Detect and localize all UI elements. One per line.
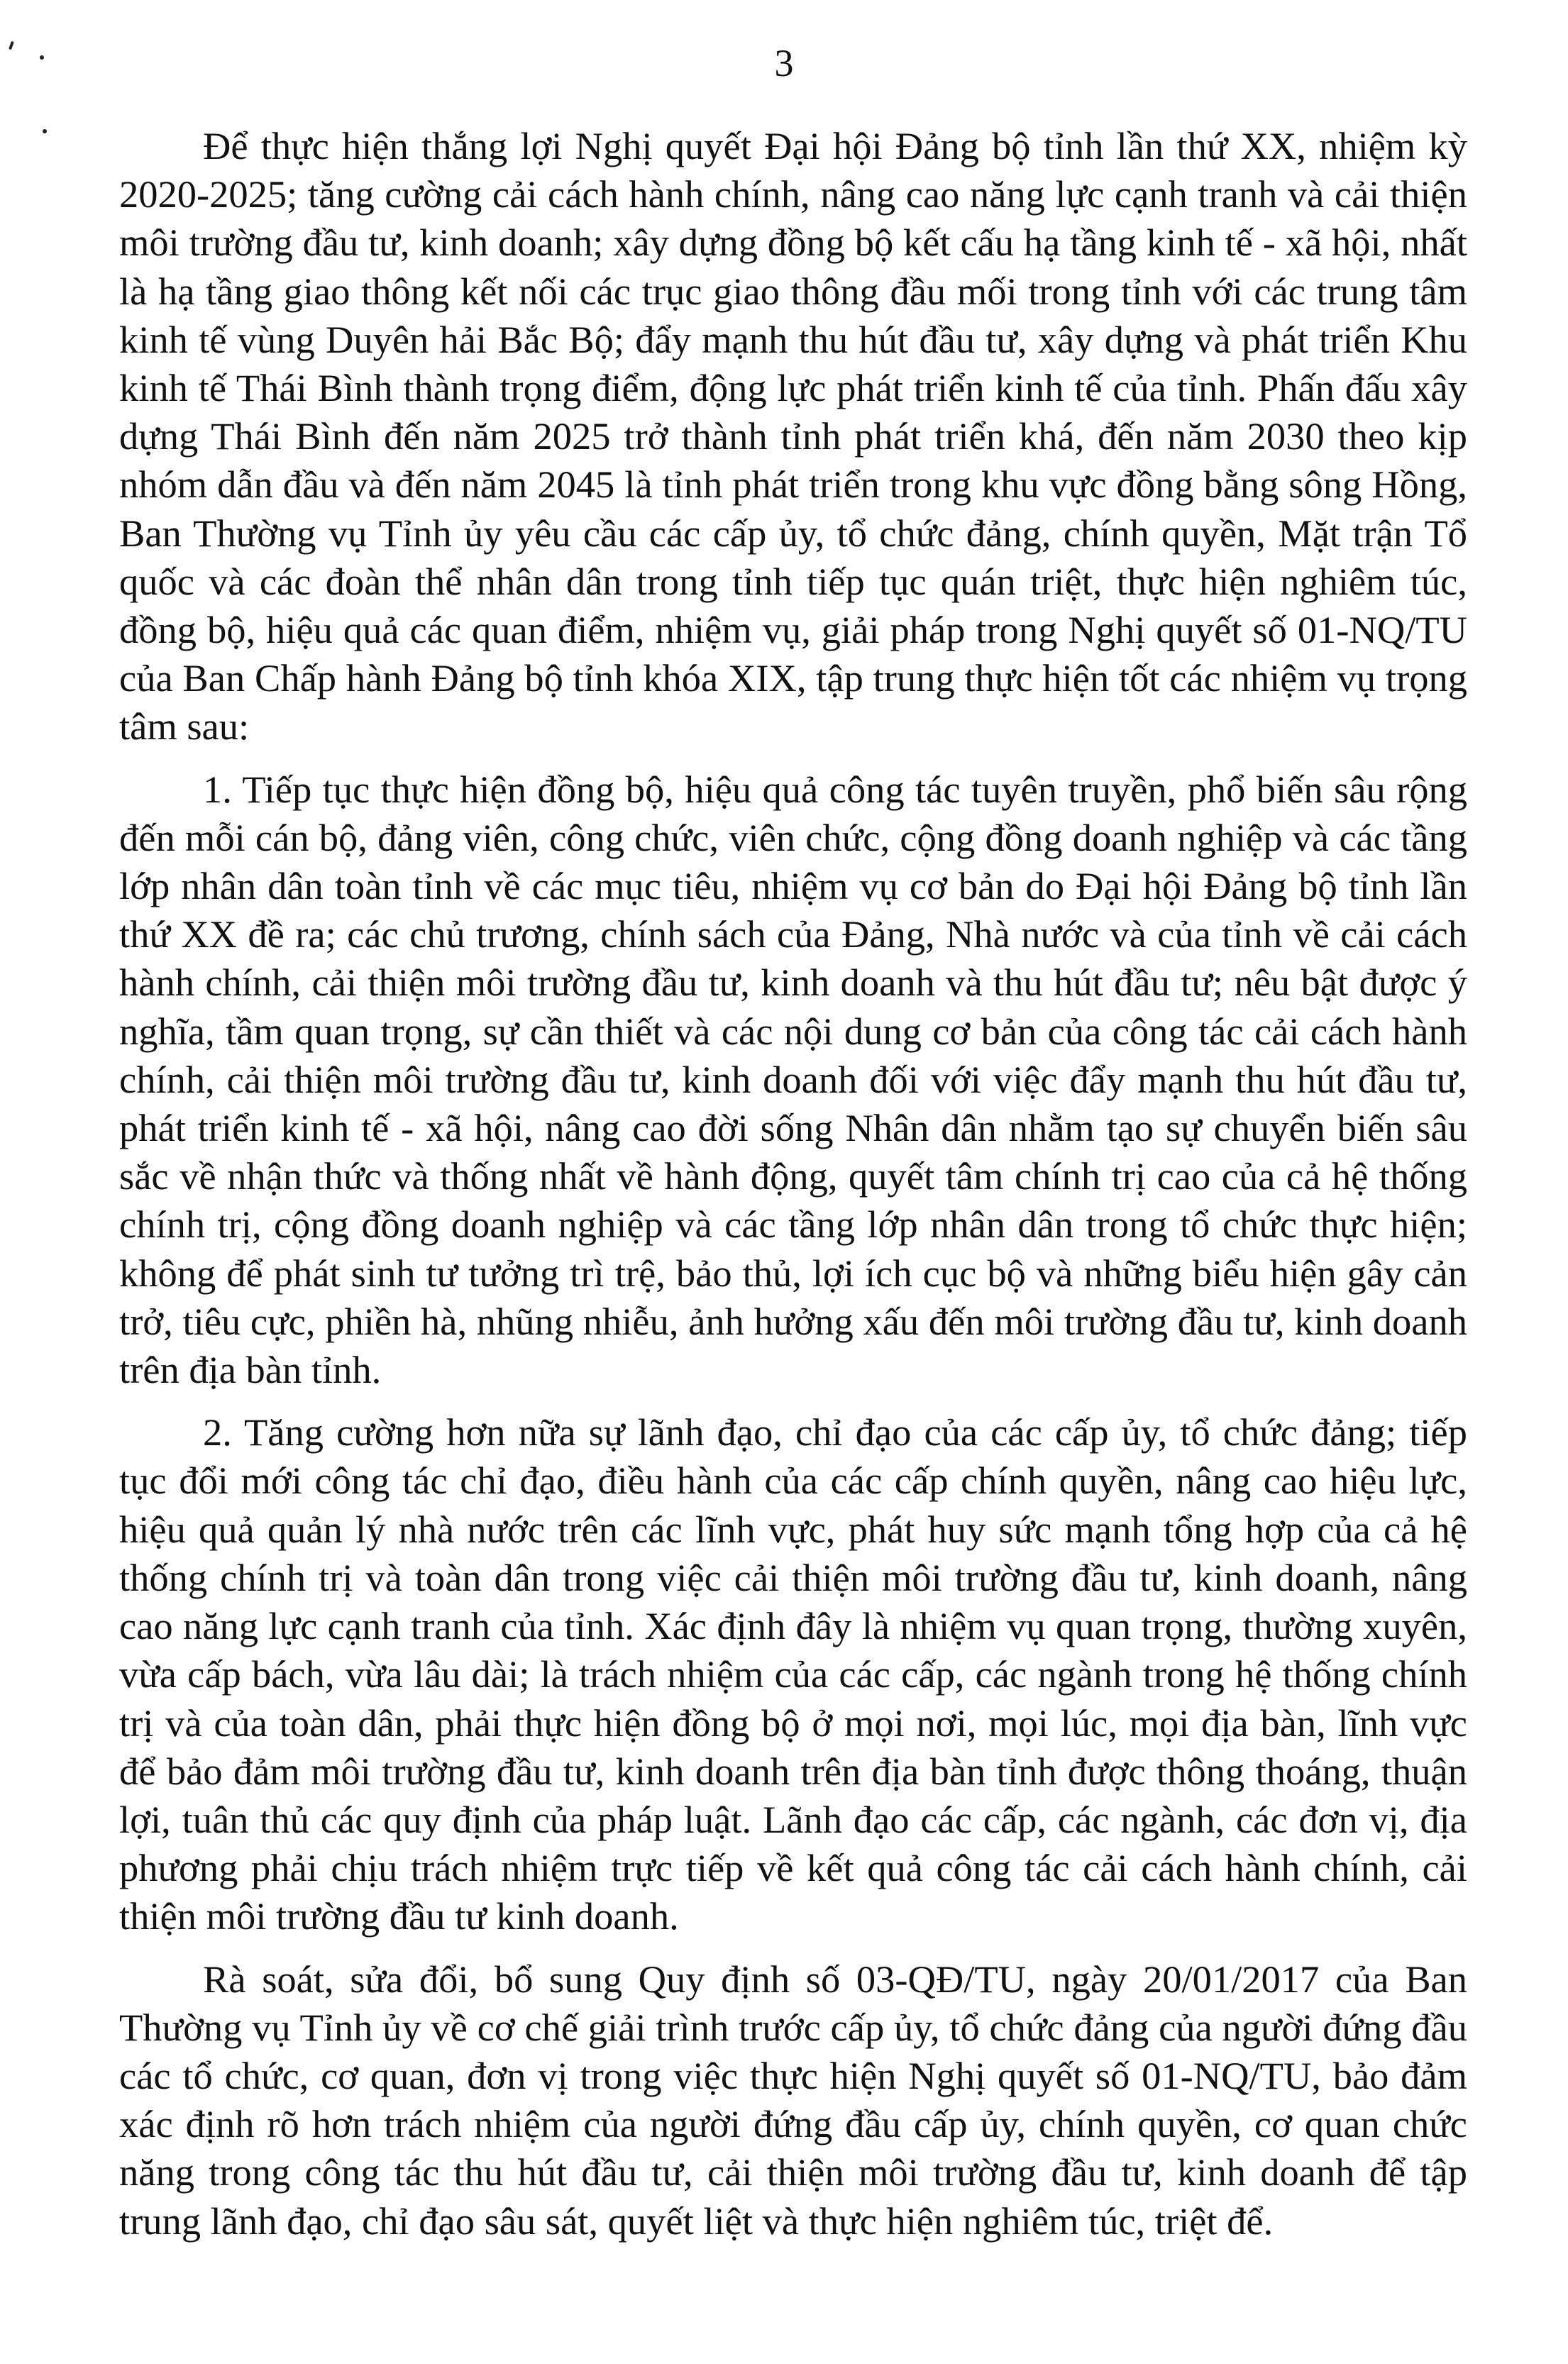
document-body xyxy=(119,122,1467,2270)
page-number: 3 xyxy=(774,42,794,84)
scan-speck xyxy=(43,129,47,133)
paragraph-review: Rà soát, sửa đổi, bổ sung Quy định số 03-QĐ/TU, ngày 20/01/2017 của Ban Thường vụ Tỉnh ủy về cơ chế giải trình trước cấp ủy, tổ chức đảng của người đứng đầu các tổ chức, cơ quan, đơn vị trong việc thực hiện Nghị quyết số 01-NQ/TU, bảo đảm xác định rõ hơn trách nhiệm của người đứng đầu cấp ủy, chính quyền, cơ quan chức năng trong công tác thu hút đầu tư, cải thiện môi trường đầu tư, kinh doanh để tập trung lãnh đạo, chỉ đạo sâu sát, quyết liệt và thực hiện nghiêm túc, triệt để. xyxy=(119,1957,1467,2243)
paragraph-intro: Để thực hiện thắng lợi Nghị quyết Đại hội Đảng bộ tỉnh lần thứ XX, nhiệm kỳ 2020-2025; tăng cường cải cách hành chính, nâng cao năng lực cạnh tranh và cải thiện môi trường đầu tư, kinh doanh; xây dựng đồng bộ kết cấu hạ tầng kinh tế - xã hội, nhất là hạ tầng giao thông kết nối các trục giao thông đầu mối trong tỉnh với các trung tâm kinh tế vùng Duyên hải Bắc Bộ; đẩy mạnh thu hút đầu tư, xây dựng và phát triển Khu kinh tế Thái Bình thành trọng điểm, động lực phát triển kinh tế của tỉnh. Phấn đấu xây dựng Thái Bình đến năm 2025 trở thành tỉnh phát triển khá, đến năm 2030 theo kịp nhóm dẫn đầu và đến năm 2045 là tỉnh phát triển trong khu vực đồng bằng sông Hồng, Ban Thường vụ Tỉnh ủy yêu cầu các cấp ủy, tổ chức đảng, chính quyền, Mặt trận Tổ quốc và các đoàn thể nhân dân trong tỉnh tiếp tục quán triệt, thực hiện nghiêm túc, đồng bộ, hiệu quả các quan điểm, nhiệm vụ, giải pháp trong Nghị quyết số 01-NQ/TU của Ban Chấp hành Đảng bộ tỉnh khóa XIX, tập trung thực hiện tốt các nhiệm vụ trọng tâm sau: xyxy=(119,124,1467,749)
paragraph-task-1: 1. Tiếp tục thực hiện đồng bộ, hiệu quả công tác tuyên truyền, phổ biến sâu rộng đến mỗi cán bộ, đảng viên, công chức, viên chức, cộng đồng doanh nghiệp và các tầng lớp nhân dân toàn tỉnh về các mục tiêu, nhiệm vụ cơ bản do Đại hội Đảng bộ tỉnh lần thứ XX đề ra; các chủ trương, chính sách của Đảng, Nhà nước và của tỉnh về cải cách hành chính, cải thiện môi trường đầu tư, kinh doanh và thu hút đầu tư; nêu bật được ý nghĩa, tầm quan trọng, sự cần thiết và các nội dung cơ bản của công tác cải cách hành chính, cải thiện môi trường đầu tư, kinh doanh đối với việc đẩy mạnh thu hút đầu tư, phát triển kinh tế - xã hội, nâng cao đời sống Nhân dân nhằm tạo sự chuyển biến sâu sắc về nhận thức và thống nhất về hành động, quyết tâm chính trị cao của cả hệ thống chính trị, cộng đồng doanh nghiệp và các tầng lớp nhân dân trong tổ chức thực hiện; không để phát sinh tư tưởng trì trệ, bảo thủ, lợi ích cục bộ và những biểu hiện gây cản trở, tiêu cực, phiền hà, nhũng nhiễu, ảnh hưởng xấu đến môi trường đầu tư, kinh doanh trên địa bàn tỉnh. xyxy=(119,767,1467,1392)
paragraph-task-2: 2. Tăng cường hơn nữa sự lãnh đạo, chỉ đạo của các cấp ủy, tổ chức đảng; tiếp tục đổi mới công tác chỉ đạo, điều hành của các cấp chính quyền, nâng cao hiệu lực, hiệu quả quản lý nhà nước trên các lĩnh vực, phát huy sức mạnh tổng hợp của cả hệ thống chính trị và toàn dân trong việc cải thiện môi trường đầu tư, kinh doanh, nâng cao năng lực cạnh tranh của tỉnh. Xác định đây là nhiệm vụ quan trọng, thường xuyên, vừa cấp bách, vừa lâu dài; là trách nhiệm của các cấp, các ngành trong hệ thống chính trị và của toàn dân, phải thực hiện đồng bộ ở mọi nơi, mọi lúc, mọi địa bàn, lĩnh vực để bảo đảm môi trường đầu tư, kinh doanh trên địa bàn tỉnh được thông thoáng, thuận lợi, tuân thủ các quy định của pháp luật. Lãnh đạo các cấp, các ngành, các đơn vị, địa phương phải chịu trách nhiệm trực tiếp về kết quả công tác cải cách hành chính, cải thiện môi trường đầu tư kinh doanh. xyxy=(119,1410,1467,1938)
